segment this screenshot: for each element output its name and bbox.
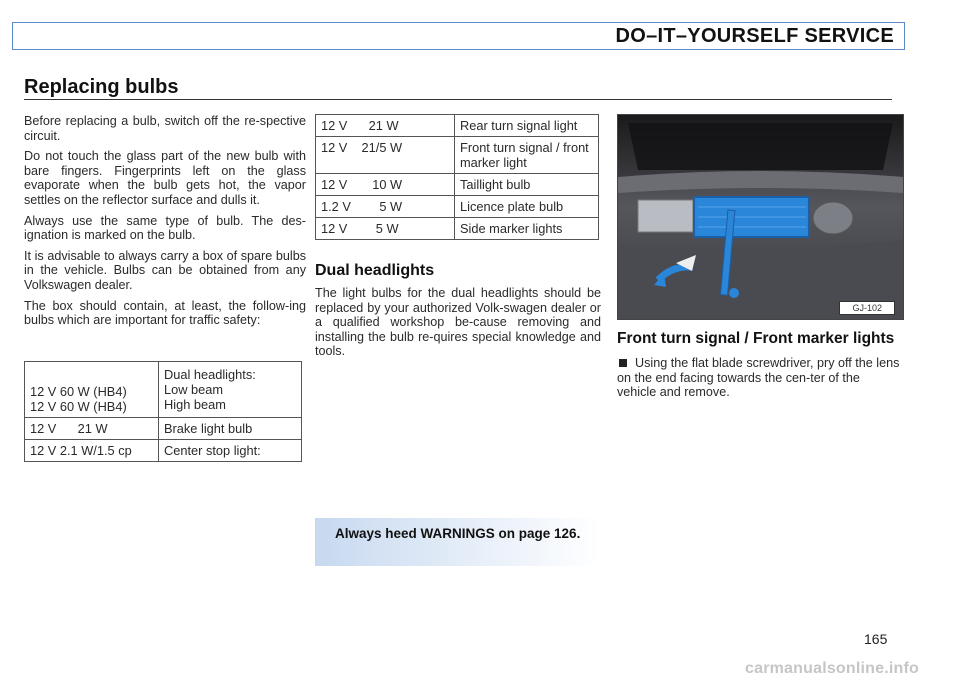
front-turn-section	[617, 330, 902, 400]
intro-paragraph: Do not touch the glass part of the new bulb with bare fingers. Fingerprints left on the glass evaporate when the bulb gets hot, the vapor settles on the reflector surface and dulls it.	[24, 149, 306, 207]
intro-paragraph: Before replacing a bulb, switch off the re-spective circuit.	[24, 114, 306, 143]
section-rule	[24, 99, 892, 100]
bulb-spec-cell: 12 V 5 W	[316, 218, 455, 240]
bulb-use-cell: Rear turn signal light	[455, 115, 599, 137]
warning-text: Always heed WARNINGS on page 126.	[335, 526, 581, 541]
watermark-text: carmanualsonline.info	[745, 660, 920, 677]
table-row	[25, 418, 302, 440]
warning-band	[315, 518, 600, 566]
intro-column	[24, 114, 306, 334]
table-row	[316, 137, 599, 174]
bulb-use-cell: Front turn signal / front marker light	[455, 137, 599, 174]
bulb-spec: 12 V 60 W (HB4)	[30, 384, 127, 399]
bulb-spec-cell: 12 V 21 W	[25, 418, 159, 440]
section-title: Replacing bulbs	[24, 76, 179, 98]
bulb-spec-cell: 12 V 2.1 W/1.5 cp	[25, 440, 159, 462]
table-row	[316, 196, 599, 218]
table-row	[316, 174, 599, 196]
bulb-spec-cell	[25, 362, 159, 418]
bulb-use-cell: Center stop light:	[159, 440, 302, 462]
dual-headlights-title: Dual headlights	[315, 262, 435, 279]
front-turn-instruction-text: Using the flat blade screwdriver, pry off the lens on the end facing towards the cen-ter of the vehicle and remove.	[617, 356, 900, 400]
table-row	[25, 362, 302, 418]
bulb-spec-cell: 12 V 21/5 W	[316, 137, 455, 174]
table-row	[316, 218, 599, 240]
intro-paragraph: Always use the same type of bulb. The des-ignation is marked on the bulb.	[24, 213, 306, 243]
dual-headlights-text: The light bulbs for the dual headlights should be replaced by your authorized Volk-swagen dealer or a qualified workshop be-cause removing and installing the bulb re-quires special knowledge and tools.	[315, 286, 601, 359]
bulb-use-cell: Licence plate bulb	[455, 196, 599, 218]
bulb-use-cell: Side marker lights	[455, 218, 599, 240]
intro-paragraph: It is advisable to always carry a box of spare bulbs in the vehicle. Bulbs can be obtained from any Volkswagen dealer.	[24, 248, 306, 292]
bulb-table-2	[315, 114, 599, 240]
bulb-use-cell: Taillight bulb	[455, 174, 599, 196]
front-turn-title: Front turn signal / Front marker lights	[617, 330, 895, 347]
bullet-icon	[619, 359, 627, 367]
header-title: DO–IT–YOURSELF SERVICE	[615, 25, 894, 47]
page-number: 165	[864, 631, 888, 647]
bumper-illustration	[618, 115, 903, 319]
bulb-use: Dual headlights:	[164, 367, 256, 382]
bulb-spec: 12 V 60 W (HB4)	[30, 399, 127, 414]
bulb-use-cell: Brake light bulb	[159, 418, 302, 440]
figure-label: GJ-102	[839, 301, 895, 315]
table-row	[316, 115, 599, 137]
bulb-table-1	[24, 361, 302, 462]
bulb-spec-cell: 1.2 V 5 W	[316, 196, 455, 218]
bulb-use: Low beam	[164, 382, 224, 397]
bulb-use-cell	[159, 362, 302, 418]
intro-paragraph: The box should contain, at least, the follow-ing bulbs which are important for traffic safety:	[24, 298, 306, 328]
table-row	[25, 440, 302, 462]
bulb-spec-cell: 12 V 10 W	[316, 174, 455, 196]
bulb-use: High beam	[164, 397, 226, 412]
front-turn-instruction	[617, 356, 902, 400]
front-turn-signal-photo	[617, 114, 904, 320]
bulb-spec-cell: 12 V 21 W	[316, 115, 455, 137]
dual-headlights-section	[315, 262, 601, 359]
